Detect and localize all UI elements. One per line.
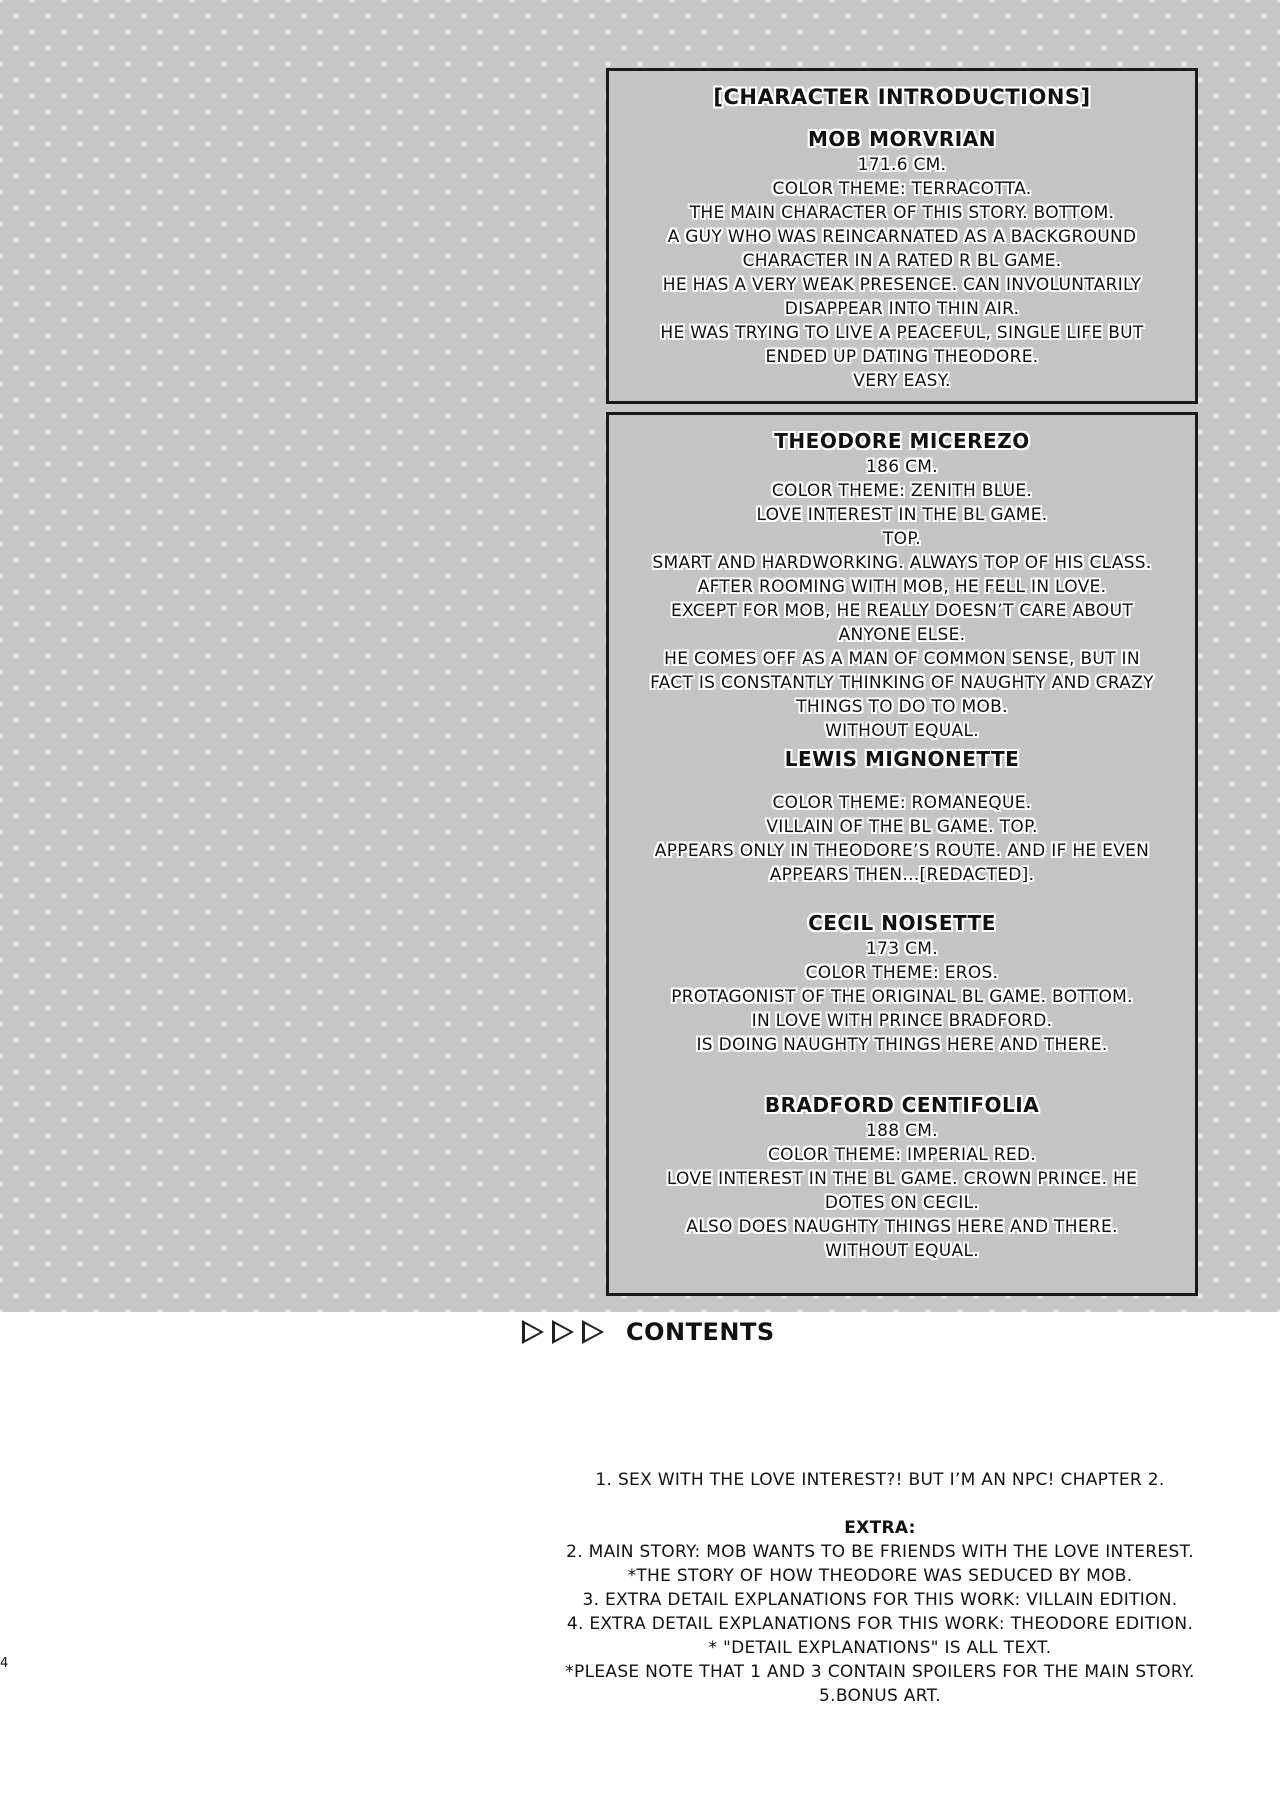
character-name: CECIL NOISETTE xyxy=(808,911,996,935)
character-line: WITHOUT EQUAL. xyxy=(825,721,979,741)
contents-item: 4. EXTRA DETAIL EXPLANATIONS FOR THIS WORK: THEODORE EDITION. xyxy=(566,1614,1194,1634)
contents-header xyxy=(522,1318,775,1346)
contents-item: 1. SEX WITH THE LOVE INTEREST?! BUT I’M AN NPC! CHAPTER 2. xyxy=(595,1470,1165,1490)
character-line: 173 CM. xyxy=(866,939,938,959)
character-panel-top xyxy=(606,68,1198,404)
character-line: SMART AND HARDWORKING. ALWAYS TOP OF HIS CLASS. xyxy=(652,553,1152,573)
character-line: LOVE INTEREST IN THE BL GAME. CROWN PRINCE. HE xyxy=(666,1169,1138,1189)
triangle-arrow-icon xyxy=(582,1320,604,1344)
character-line: IN LOVE WITH PRINCE BRADFORD. xyxy=(751,1011,1053,1031)
character-lewis xyxy=(609,747,1195,887)
character-line: LOVE INTEREST IN THE BL GAME. xyxy=(756,505,1048,525)
character-line: A GUY WHO WAS REINCARNATED AS A BACKGROUND xyxy=(667,227,1137,247)
character-cecil xyxy=(609,911,1195,1057)
character-line: APPEARS THEN...[REDACTED]. xyxy=(769,865,1035,885)
contents-title: CONTENTS xyxy=(626,1318,775,1346)
contents-item: 5.BONUS ART. xyxy=(819,1686,941,1706)
character-line: COLOR THEME: IMPERIAL RED. xyxy=(767,1145,1036,1165)
character-name: THEODORE MICEREZO xyxy=(774,429,1030,453)
character-line: THINGS TO DO TO MOB. xyxy=(796,697,1008,717)
contents-item: 3. EXTRA DETAIL EXPLANATIONS FOR THIS WORK: VILLAIN EDITION. xyxy=(582,1590,1178,1610)
intro-heading: [CHARACTER INTRODUCTIONS] xyxy=(713,85,1091,109)
triangle-arrow-icon xyxy=(522,1320,544,1344)
character-name: LEWIS MIGNONETTE xyxy=(784,747,1020,771)
character-line: HE COMES OFF AS A MAN OF COMMON SENSE, BUT IN xyxy=(664,649,1140,669)
character-line: VILLAIN OF THE BL GAME. TOP. xyxy=(766,817,1038,837)
character-line: TOP. xyxy=(883,529,921,549)
triangle-arrow-icon xyxy=(552,1320,574,1344)
character-line: APPEARS ONLY IN THEODORE’S ROUTE. AND IF HE EVEN xyxy=(654,841,1150,861)
character-line: COLOR THEME: EROS. xyxy=(805,963,999,983)
page-number: 4 xyxy=(0,1656,9,1671)
character-line: VERY EASY. xyxy=(853,371,951,391)
character-line: COLOR THEME: ZENITH BLUE. xyxy=(771,481,1033,501)
character-name: BRADFORD CENTIFOLIA xyxy=(764,1093,1040,1117)
contents-item: *PLEASE NOTE THAT 1 AND 3 CONTAIN SPOILERS FOR THE MAIN STORY. xyxy=(565,1662,1195,1682)
contents-list xyxy=(520,1468,1240,1708)
character-line: DOTES ON CECIL. xyxy=(824,1193,980,1213)
character-line: IS DOING NAUGHTY THINGS HERE AND THERE. xyxy=(696,1035,1108,1055)
character-line: 186 CM. xyxy=(866,457,938,477)
character-line: HE WAS TRYING TO LIVE A PEACEFUL, SINGLE LIFE BUT xyxy=(660,323,1144,343)
character-line: THE MAIN CHARACTER OF THIS STORY. BOTTOM. xyxy=(689,203,1115,223)
contents-item: 2. MAIN STORY: MOB WANTS TO BE FRIENDS WITH THE LOVE INTEREST. xyxy=(566,1542,1194,1562)
character-line: ALSO DOES NAUGHTY THINGS HERE AND THERE. xyxy=(686,1217,1118,1237)
character-bradford xyxy=(609,1093,1195,1263)
character-line: ANYONE ELSE. xyxy=(838,625,966,645)
character-line: EXCEPT FOR MOB, HE REALLY DOESN’T CARE ABOUT xyxy=(670,601,1134,621)
character-line: COLOR THEME: TERRACOTTA. xyxy=(772,179,1032,199)
character-line: FACT IS CONSTANTLY THINKING OF NAUGHTY AND CRAZY xyxy=(650,673,1154,693)
character-line: WITHOUT EQUAL. xyxy=(825,1241,979,1261)
character-name: MOB MORVRIAN xyxy=(808,127,996,151)
character-line: 188 CM. xyxy=(866,1121,938,1141)
character-line: 171.6 CM. xyxy=(857,155,947,175)
character-line: HE HAS A VERY WEAK PRESENCE. CAN INVOLUNTARILY xyxy=(662,275,1142,295)
character-line: CHARACTER IN A RATED R BL GAME. xyxy=(742,251,1062,271)
character-line: PROTAGONIST OF THE ORIGINAL BL GAME. BOTTOM. xyxy=(671,987,1133,1007)
character-line: AFTER ROOMING WITH MOB, HE FELL IN LOVE. xyxy=(697,577,1107,597)
character-line: ENDED UP DATING THEODORE. xyxy=(765,347,1039,367)
character-line: DISAPPEAR INTO THIN AIR. xyxy=(784,299,1020,319)
contents-extra-label: EXTRA: xyxy=(844,1518,916,1538)
character-line: COLOR THEME: ROMANEQUE. xyxy=(772,793,1032,813)
character-mob xyxy=(609,127,1195,393)
contents-item: * "DETAIL EXPLANATIONS" IS ALL TEXT. xyxy=(708,1638,1052,1658)
character-theodore xyxy=(609,429,1195,743)
character-panel-bottom xyxy=(606,412,1198,1296)
contents-item: *THE STORY OF HOW THEODORE WAS SEDUCED BY MOB. xyxy=(627,1566,1133,1586)
